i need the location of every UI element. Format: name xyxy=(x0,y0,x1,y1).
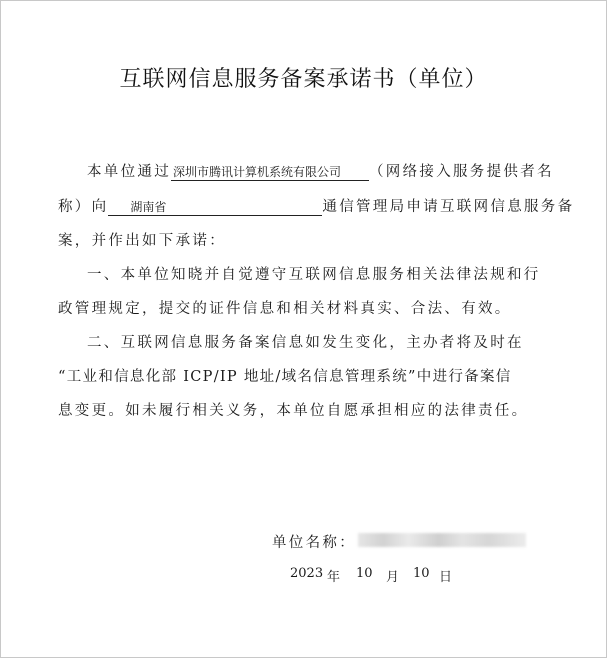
para1-prefix: 本单位通过 xyxy=(87,164,171,180)
para3-line1: 二、互联网信息服务备案信息如发生变化，主办者将及时在 xyxy=(87,335,524,351)
para1-line1 xyxy=(58,160,568,181)
date-day: 10 xyxy=(413,566,430,581)
para1-line2-suffix: 通信管理局申请互联网信息服务备 xyxy=(322,199,575,215)
province-field: 湖南省 xyxy=(108,200,322,216)
para2-line2: 政管理规定，提交的证件信息和相关材料真实、合法、有效。 xyxy=(58,301,512,317)
date-year: 2023 xyxy=(290,566,324,581)
date-month: 10 xyxy=(356,566,373,581)
para1-suffix: （网络接入服务提供者名 xyxy=(369,164,554,180)
unit-name-label: 单位名称： xyxy=(272,535,356,551)
para3-line3: 息变更。如未履行相关义务，本单位自愿承担相应的法律责任。 xyxy=(58,403,529,419)
redacted-unit-name xyxy=(358,533,526,547)
para3-line2: “工业和信息化部 ICP/IP 地址/域名信息管理系统”中进行备案信 xyxy=(58,369,512,385)
document-title: 互联网信息服务备案承诺书（单位） xyxy=(119,67,488,92)
date-year-unit: 年 xyxy=(327,570,341,585)
date-day-unit: 日 xyxy=(439,570,453,585)
para1-line2-prefix: 称）向 xyxy=(58,199,109,215)
para1-line2 xyxy=(58,195,575,216)
para2-line1: 一、本单位知晓并自觉遵守互联网信息服务相关法律法规和行 xyxy=(87,267,541,283)
para1-line3: 案，并作出如下承诺： xyxy=(58,233,226,249)
provider-name-field: 深圳市腾讯计算机系统有限公司 xyxy=(171,165,369,181)
date-month-unit: 月 xyxy=(386,570,400,585)
